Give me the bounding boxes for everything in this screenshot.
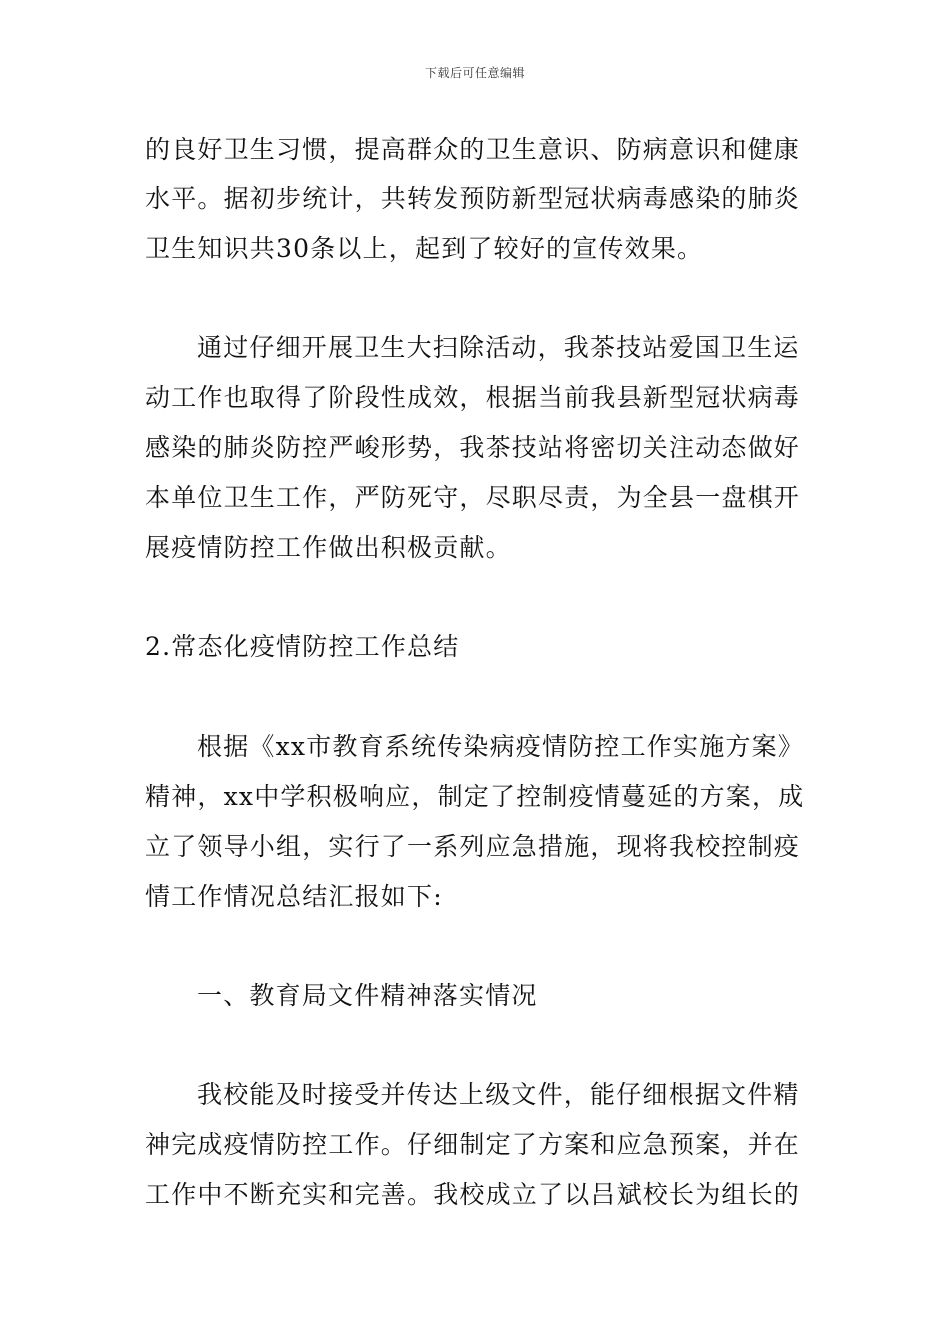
body-line: 我校能及时接受并传达上级文件，能仔细根据文件精 [197, 1080, 800, 1109]
page-header: 下载后可任意编辑 [424, 66, 525, 80]
body-line: 展疫情防控工作做出积极贡献。 [145, 533, 512, 562]
body-line: 卫生知识共30条以上，起到了较好的宣传效果。 [145, 234, 704, 263]
body-line: 精神，xx中学积极响应，制定了控制疫情蔓延的方案，成 [145, 782, 805, 811]
body-line: 立了领导小组，实行了一系列应急措施，现将我校控制疫 [145, 832, 801, 861]
body-line: 情工作情况总结汇报如下: [145, 882, 443, 911]
body-line: 感染的肺炎防控严峻形势，我茶技站将密切关注动态做好 [145, 433, 801, 462]
section-heading: 2.常态化疫情防控工作总结 [145, 632, 460, 661]
body-line: 本单位卫生工作，严防死守，尽职尽责，为全县一盘棋开 [145, 483, 801, 512]
body-line: 动工作也取得了阶段性成效，根据当前我县新型冠状病毒 [145, 383, 801, 412]
body-line: 通过仔细开展卫生大扫除活动，我茶技站爱国卫生运 [197, 333, 800, 362]
body-line: 神完成疫情防控工作。仔细制定了方案和应急预案，并在 [145, 1130, 801, 1159]
body-line: 水平。据初步统计，共转发预防新型冠状病毒感染的肺炎 [145, 184, 801, 213]
body-line: 的良好卫生习惯，提高群众的卫生意识、防病意识和健康 [145, 135, 801, 164]
body-line: 工作中不断充实和完善。我校成立了以吕斌校长为组长的 [145, 1180, 801, 1209]
subsection-heading: 一、教育局文件精神落实情况 [197, 981, 538, 1010]
body-line: 根据《xx市教育系统传染病疫情防控工作实施方案》 [197, 732, 805, 761]
